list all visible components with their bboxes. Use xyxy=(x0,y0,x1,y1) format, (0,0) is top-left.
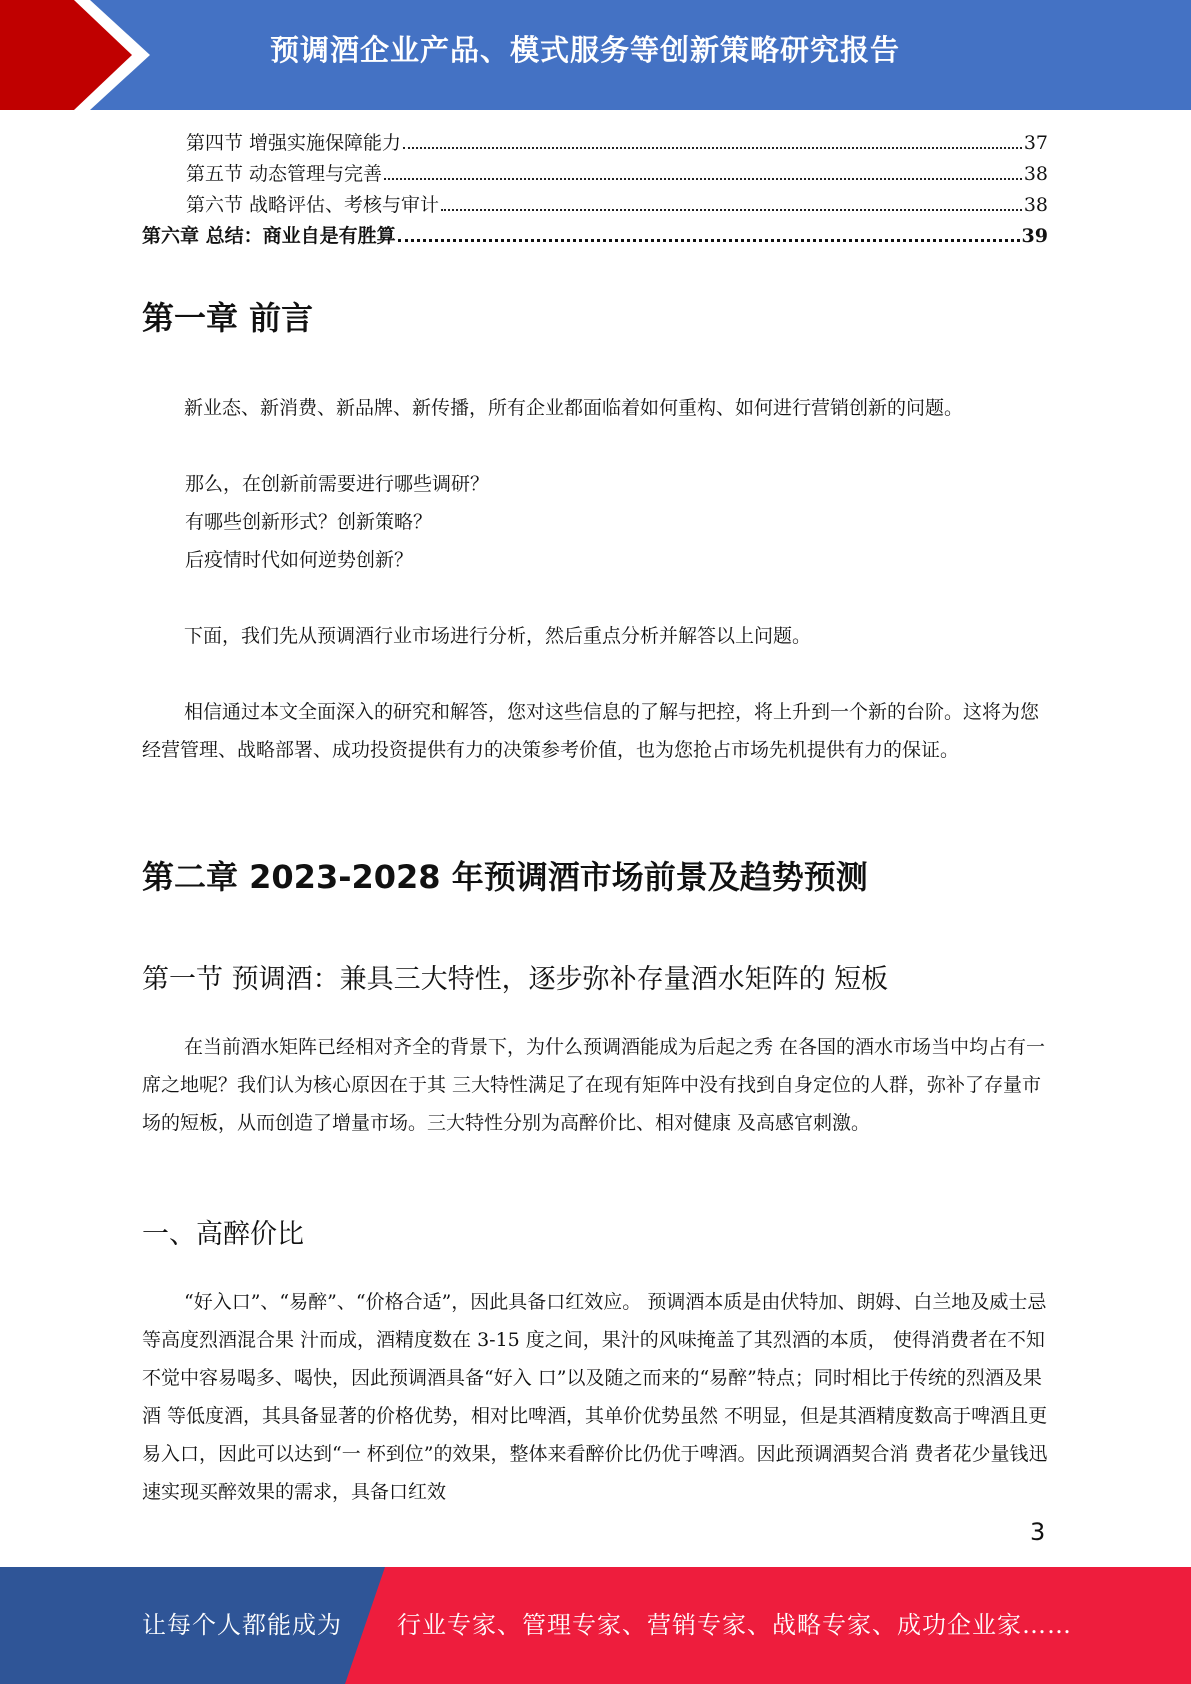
page-header xyxy=(0,0,1191,110)
toc-entry-page: 38 xyxy=(1023,163,1048,185)
toc-leader-dots xyxy=(441,209,1022,211)
toc-entry-page: 38 xyxy=(1023,194,1048,216)
toc-entry[interactable] xyxy=(142,128,1048,159)
chapter-1-question-3: 后疫情时代如何逆势创新？ xyxy=(185,549,414,571)
subsection-1-heading: 一、高醉价比 xyxy=(142,1219,304,1250)
table-of-contents xyxy=(142,128,1048,252)
section-1-heading: 第一节 预调酒：兼具三大特性，逐步弥补存量酒水矩阵的 短板 xyxy=(142,964,889,995)
page-footer xyxy=(0,1567,1191,1684)
toc-entry-chapter[interactable] xyxy=(142,221,1048,252)
footer-slogan-left: 让每个人都能成为 xyxy=(142,1611,342,1639)
toc-entry[interactable] xyxy=(142,159,1048,190)
section-1-paragraph: 在当前酒水矩阵已经相对齐全的背景下，为什么预调酒能成为后起之秀 在各国的酒水市场当中均占有一席之地呢？我们认为核心原因在于其 三大特性满足了在现有矩阵中没有找到自身定位的人群，弥补了存量市 场的短板，从而创造了增量市场。三大特性分别为高醉价比、相对健康 及高感官刺激。 xyxy=(142,1036,1046,1134)
toc-entry-label: 第六章 总结：商业自是有胜算 xyxy=(142,225,396,247)
subsection-1-paragraph: “好入口”、“易醉”、“价格合适”，因此具备口红效应。 预调酒本质是由伏特加、朗姆、白兰地及威士忌等高度烈酒混合果 汁而成，酒精度数在 3-15 度之间，果汁的风味掩盖了其烈酒的本质， 使得消费者在不知不觉中容易喝多、喝快，因此预调酒具备“好入 口”以及随之而来的“易醉”特点；同时相比于传统的烈酒及果酒 等低度酒，其具备显著的价格优势，相对比啤酒，其单价优势虽然 不明显，但是其酒精度数高于啤酒且更易入口，因此可以达到“一 杯到位”的效果，整体来看醉价比仍优于啤酒。因此预调酒契合消 费者花少量钱迅速实现买醉效果的需求，具备口红效 xyxy=(142,1291,1048,1503)
chapter-1-paragraph-3: 相信通过本文全面深入的研究和解答，您对这些信息的了解与把控，将上升到一个新的台阶。这将为您经营管理、战略部署、成功投资提供有力的决策参考价值，也为您抢占市场先机提供有力的保证。 xyxy=(142,701,1040,761)
chapter-1-question-1: 那么，在创新前需要进行哪些调研？ xyxy=(185,473,490,495)
header-title: 预调酒企业产品、模式服务等创新策略研究报告 xyxy=(270,33,901,67)
toc-entry-page: 37 xyxy=(1023,132,1048,154)
toc-leader-dots xyxy=(403,147,1022,149)
toc-leader-dots xyxy=(384,178,1022,180)
chapter-2-heading: 第二章 2023-2028 年预调酒市场前景及趋势预测 xyxy=(142,858,868,896)
footer-slogan-right: 行业专家、管理专家、营销专家、战略专家、成功企业家…… xyxy=(397,1611,1072,1639)
toc-entry-label: 第六节 战略评估、考核与审计 xyxy=(186,194,440,216)
toc-entry-page: 39 xyxy=(1021,225,1048,247)
toc-leader-dots xyxy=(398,239,1020,242)
page-number: 3 xyxy=(1030,1518,1046,1546)
chapter-1-question-2: 有哪些创新形式？创新策略？ xyxy=(185,511,433,533)
toc-entry-label: 第四节 增强实施保障能力 xyxy=(186,132,402,154)
chapter-1-paragraph-1: 新业态、新消费、新品牌、新传播，所有企业都面临着如何重构、如何进行营销创新的问题。 xyxy=(184,397,964,419)
chapter-1-paragraph-2: 下面，我们先从预调酒行业市场进行分析，然后重点分析并解答以上问题。 xyxy=(184,625,812,647)
chapter-1-heading: 第一章 前言 xyxy=(142,299,314,337)
toc-entry[interactable] xyxy=(142,190,1048,221)
toc-entry-label: 第五节 动态管理与完善 xyxy=(186,163,383,185)
